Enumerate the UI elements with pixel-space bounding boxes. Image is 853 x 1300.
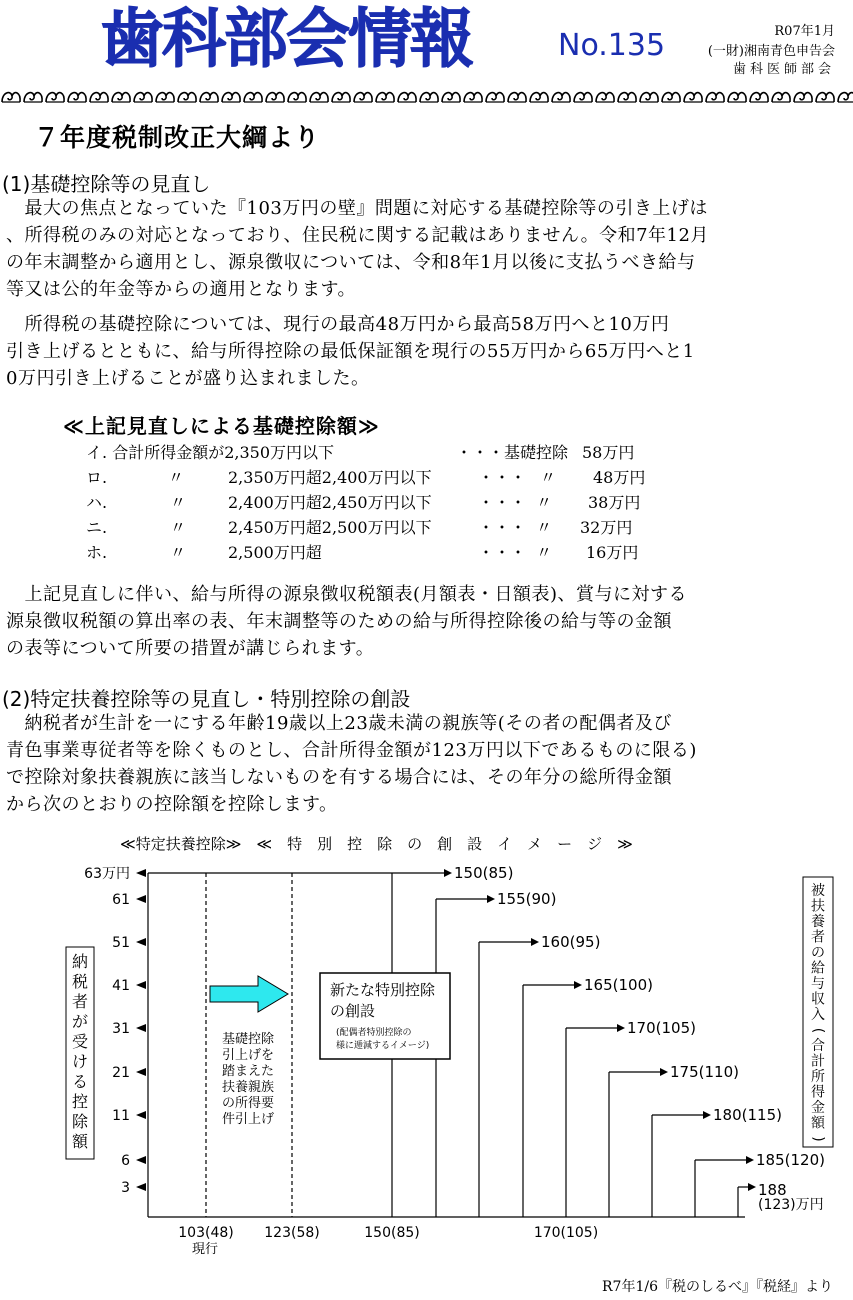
table-dots: ・・・ bbox=[456, 443, 505, 462]
x-current-label: 現行 bbox=[192, 1242, 219, 1257]
step-label: 175(110) bbox=[670, 1063, 739, 1081]
right-label-char: の bbox=[811, 945, 825, 961]
y-axis-label-char: 者 bbox=[71, 992, 89, 1011]
y-axis-label-char: け bbox=[71, 1052, 89, 1071]
y-axis-label-char: 納 bbox=[71, 952, 89, 971]
right-label-char: 所 bbox=[811, 1069, 825, 1085]
step-label: 185(120) bbox=[756, 1151, 825, 1169]
arrow-note bbox=[222, 1031, 275, 1127]
right-label-char: 養 bbox=[811, 914, 825, 930]
box-note-line1: (配偶者特別控除の bbox=[336, 1028, 412, 1038]
y-tick-label: 21 bbox=[112, 1065, 130, 1081]
table-amount: 38万円 bbox=[588, 493, 641, 512]
y-tick-arrow-icon bbox=[136, 1068, 146, 1076]
issue-date: R07年1月 bbox=[774, 24, 835, 39]
step-label: 188 bbox=[758, 1181, 787, 1199]
step-arrow-icon bbox=[487, 895, 495, 903]
right-label-char: 合 bbox=[811, 1038, 825, 1054]
y-axis-label-char: 受 bbox=[71, 1032, 89, 1051]
right-label-char: 被 bbox=[811, 883, 825, 899]
y-tick-label: 11 bbox=[112, 1108, 130, 1124]
y-axis-label-char: 額 bbox=[71, 1132, 89, 1151]
cyan-arrow-icon bbox=[210, 976, 288, 1012]
table-amount: 58万円 bbox=[582, 443, 635, 462]
right-label-char: 入 bbox=[811, 1007, 825, 1023]
section1-para3: 上記見直しに伴い、給与所得の源泉徴収税額表(月額表・日額表)、賞与に対する 源泉徴収税額の算出率の表、年末調整等のための給与所得控除後の給与等の金額 の表等について所要の措置が講じられます。 bbox=[6, 584, 688, 659]
arrow-note-line: 扶養親族 bbox=[221, 1080, 275, 1095]
right-label-char: 額 bbox=[811, 1115, 825, 1132]
right-label-char: 者 bbox=[811, 929, 825, 946]
right-axis-label bbox=[810, 883, 826, 1142]
section1-heading: (1)基礎控除等の見直し bbox=[2, 172, 211, 196]
table-dots: ・・・ bbox=[478, 468, 527, 487]
issue-number: No.135 bbox=[558, 28, 666, 63]
table-label: 〃 bbox=[536, 543, 553, 562]
step-arrow-icon bbox=[444, 869, 452, 877]
y-tick-arrow-icon bbox=[136, 1156, 146, 1164]
table-cond: 2,450万円超2,500万円以下 bbox=[228, 518, 432, 537]
step-arrow-icon bbox=[574, 981, 582, 989]
table-label: 〃 bbox=[536, 518, 553, 537]
y-tick-arrow-icon bbox=[136, 869, 146, 877]
table-ditto: 〃 bbox=[170, 493, 187, 512]
y-tick-label: 63万円 bbox=[84, 866, 130, 882]
section2-heading: (2)特定扶養控除等の見直し・特別控除の創設 bbox=[2, 687, 411, 711]
step-label: 155(90) bbox=[497, 890, 557, 908]
x-tick-label: 170(105) bbox=[533, 1225, 599, 1241]
box-title-line2: の創設 bbox=[330, 1002, 376, 1020]
y-tick-arrow-icon bbox=[136, 1111, 146, 1119]
table-row: イ. 合計所得金額が2,350万円以下 bbox=[86, 443, 334, 462]
step-arrow-icon bbox=[748, 1183, 756, 1191]
step-arrow-icon bbox=[703, 1111, 711, 1119]
y-tick-arrow-icon bbox=[136, 981, 146, 989]
step-label: 170(105) bbox=[627, 1019, 696, 1037]
table-ditto: 〃 bbox=[168, 468, 185, 487]
box-note-line2: 様に逓減するイメージ) bbox=[336, 1041, 430, 1051]
table-label: 〃 bbox=[540, 468, 557, 487]
table-label: 基礎控除 bbox=[504, 443, 569, 462]
deduction-table bbox=[86, 440, 666, 565]
table-amount: 32万円 bbox=[580, 518, 633, 537]
x-ticks bbox=[178, 1225, 598, 1241]
department: 歯科医師部会 bbox=[732, 62, 835, 77]
table-dots: ・・・ bbox=[478, 493, 527, 512]
decorative-border bbox=[0, 88, 853, 108]
right-label-char: ( bbox=[810, 1027, 826, 1034]
y-tick-label: 61 bbox=[112, 892, 130, 908]
right-label-char: 給 bbox=[811, 960, 825, 977]
masthead-title: 歯科部会情報 bbox=[100, 3, 472, 77]
y-tick-label: 6 bbox=[121, 1153, 130, 1169]
section2-para1: 納税者が生計を一にする年齢19歳以上23歳未満の親族等(その者の配偶者及び 青色事業専従者等を除くものとし、合計所得金額が123万円以下であるものに限る) で控除対象扶養親族に該当しないものを有する場合には、その年分の総所得金額 から次のとおりの控除額を控除します。 bbox=[6, 713, 697, 815]
chart-steps bbox=[392, 864, 825, 1217]
y-axis-label-char: る bbox=[71, 1072, 89, 1091]
y-tick-arrow-icon bbox=[136, 938, 146, 946]
table-cond: 2,350万円超2,400万円以下 bbox=[228, 468, 432, 487]
source-footer: R7年1/6『税のしるべ』『税経』より bbox=[602, 1279, 833, 1295]
arrow-note-line: 件引上げ bbox=[221, 1112, 275, 1127]
y-axis-label-char: 税 bbox=[71, 972, 89, 991]
right-label-char: 収 bbox=[811, 991, 825, 1008]
section1-para2: 所得税の基礎控除については、現行の最高48万円から最高58万円へと10万円 引き上げるとともに、給与所得控除の最低保証額を現行の55万円から65万円へと1 0万円引き上げることが盛り込まれました。 bbox=[6, 314, 695, 389]
step-label-sub: (123)万円 bbox=[758, 1197, 824, 1213]
arrow-note-line: 基礎控除 bbox=[221, 1032, 275, 1047]
table-cond: 2,400万円超2,450万円以下 bbox=[228, 493, 432, 512]
y-axis-label-char: 控 bbox=[71, 1092, 89, 1111]
right-label-char: 扶 bbox=[811, 898, 825, 915]
step-label: 165(100) bbox=[584, 976, 653, 994]
x-tick-label: 103(48) bbox=[178, 1225, 234, 1241]
chart-heading: ≪特定扶養控除≫ ≪ 特 別 控 除 の 創 設 イ メ ー ジ ≫ bbox=[120, 835, 633, 853]
y-tick-label: 41 bbox=[112, 978, 130, 994]
step-arrow-icon bbox=[660, 1068, 668, 1076]
right-label-char: 得 bbox=[811, 1084, 825, 1101]
arrow-note-line: 踏まえた bbox=[221, 1064, 275, 1079]
table-amount: 48万円 bbox=[593, 468, 646, 487]
y-tick-label: 3 bbox=[121, 1180, 130, 1196]
y-tick-label: 51 bbox=[112, 935, 130, 951]
step-label: 180(115) bbox=[713, 1106, 782, 1124]
step-chart bbox=[0, 855, 853, 1265]
table-mark: ニ. bbox=[86, 518, 108, 537]
step-label: 160(95) bbox=[541, 933, 601, 951]
box-title-line1: 新たな特別控除 bbox=[330, 981, 436, 999]
table-mark: ロ. bbox=[86, 468, 108, 487]
right-label-char: ) bbox=[810, 1136, 826, 1142]
step-label: 150(85) bbox=[454, 864, 514, 882]
y-axis-label bbox=[72, 952, 89, 1151]
right-label-char: 与 bbox=[811, 976, 825, 992]
step-arrow-icon bbox=[746, 1156, 754, 1164]
y-axis-label-char: が bbox=[71, 1012, 89, 1031]
table-cond: 2,500万円超 bbox=[228, 543, 322, 562]
table-label: 〃 bbox=[536, 493, 553, 512]
table-title: ≪上記見直しによる基礎控除額≫ bbox=[63, 414, 380, 438]
table-dots: ・・・ bbox=[478, 543, 527, 562]
x-tick-label: 123(58) bbox=[264, 1225, 320, 1241]
section1-para1: 最大の焦点となっていた『103万円の壁』問題に対応する基礎控除等の引き上げは 、所得税のみの対応となっており、住民税に関する記載はありません。令和7年12月 の年末調整から適用とし、源泉徴収については、令和8年1月以後に支払うべき給与 等又は公的年金等からの適用となります。 bbox=[6, 198, 709, 300]
y-tick-label: 31 bbox=[112, 1021, 130, 1037]
x-tick-label: 150(85) bbox=[364, 1225, 420, 1241]
step-arrow-icon bbox=[531, 938, 539, 946]
arrow-note-line: の所得要 bbox=[221, 1096, 275, 1111]
table-ditto: 〃 bbox=[170, 518, 187, 537]
table-mark: ホ. bbox=[86, 543, 108, 562]
table-mark: ハ. bbox=[86, 493, 108, 512]
y-tick-arrow-icon bbox=[136, 895, 146, 903]
right-label-char: 金 bbox=[811, 1100, 825, 1116]
y-tick-arrow-icon bbox=[136, 1183, 146, 1191]
table-amount: 16万円 bbox=[586, 543, 639, 562]
y-tick-arrow-icon bbox=[136, 1024, 146, 1032]
y-axis-label-char: 除 bbox=[71, 1112, 89, 1131]
table-ditto: 〃 bbox=[170, 543, 187, 562]
arrow-note-line: 引上げを bbox=[221, 1048, 275, 1063]
table-dots: ・・・ bbox=[478, 518, 527, 537]
step-arrow-icon bbox=[617, 1024, 625, 1032]
article-title: ７年度税制改正大綱より bbox=[34, 123, 321, 152]
right-label-char: 計 bbox=[811, 1053, 825, 1070]
publisher: (一財)湘南青色申告会 bbox=[707, 44, 835, 59]
